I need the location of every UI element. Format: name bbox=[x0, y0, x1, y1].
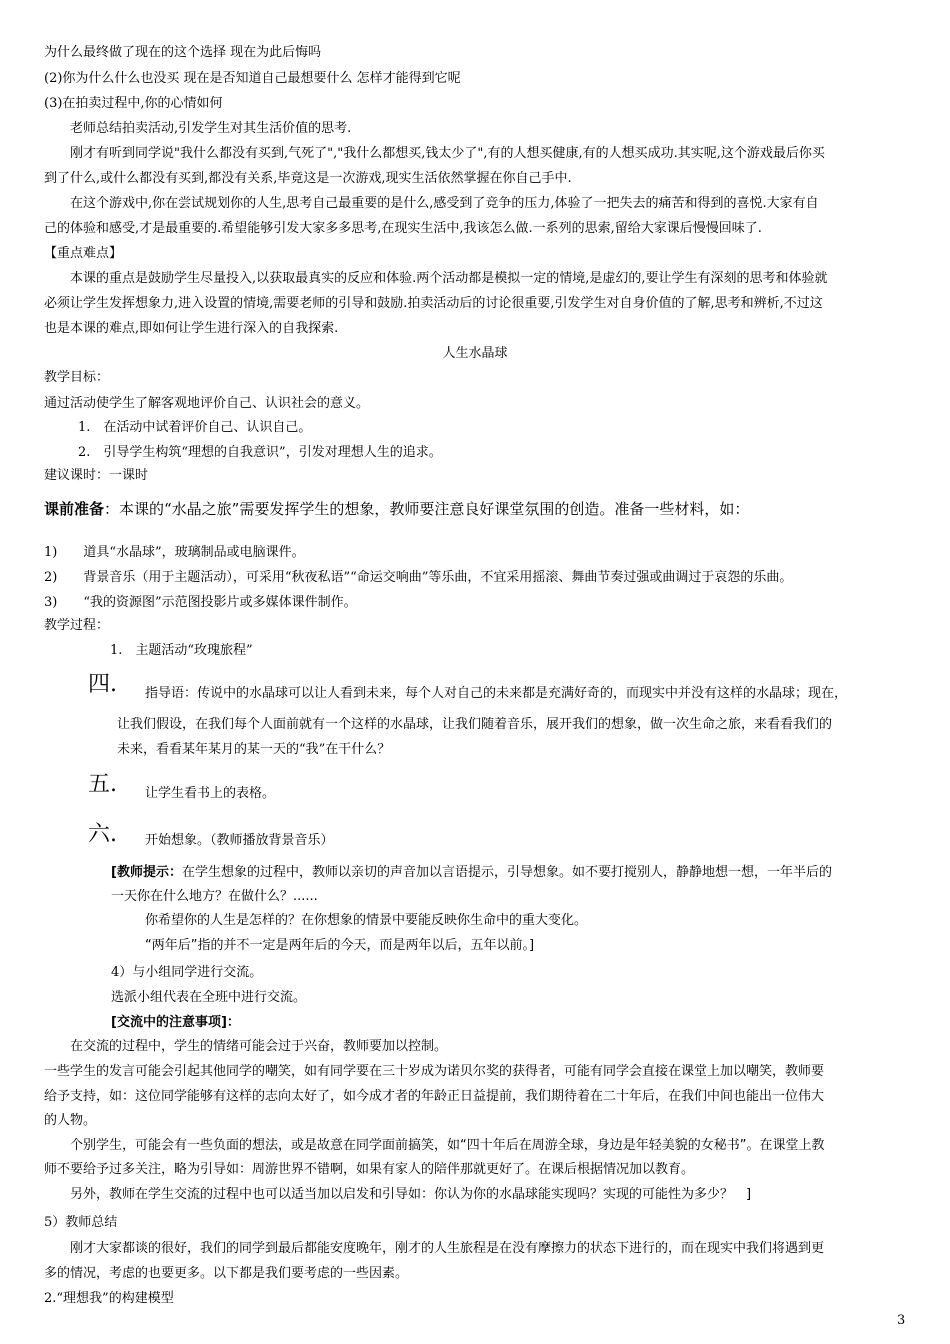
text-line: 5）教师总结 bbox=[44, 1215, 118, 1230]
text-line: 指导语：传说中的水晶球可以让人看到未来，每个人对自己的未来都是充满好奇的，而现实中并没有这样的水晶球；现在， bbox=[145, 686, 848, 701]
text-line: 老师总结拍卖活动,引发学生对其生活价值的思考. bbox=[70, 121, 352, 136]
text-line: 也是本课的难点,即如何让学生进行深入的自我探索. bbox=[44, 321, 339, 336]
text-line: 师不要给予过多关注，略为引导如：周游世界不错啊，如果有家人的陪伴那就更好了。在课后根据情况加以教育。 bbox=[44, 1162, 695, 1177]
text-line: 开始想象。（教师播放背景音乐） bbox=[145, 833, 334, 848]
text-line: 另外，教师在学生交流的过程中也可以适当加以启发和引导如：你认为你的水晶球能实现吗？实现的可能性为多少？ ] bbox=[70, 1187, 752, 1202]
text-line: 一天你在什么地方？在做什么？...... bbox=[111, 889, 318, 904]
text-line: 刚才有听到同学说"我什么都没有买到,气死了","我什么都想买,钱太少了",有的人想买健康,有的人想买成功.其实呢,这个游戏最后你买 bbox=[70, 146, 825, 161]
page-number: 3 bbox=[897, 1313, 906, 1328]
text-line: 4）与小组同学进行交流。 bbox=[111, 965, 263, 980]
lesson-title: 人生水晶球 bbox=[442, 346, 508, 361]
text-line: 选派小组代表在全班中进行交流。 bbox=[111, 990, 307, 1005]
label-class-hours: 建议课时：一课时 bbox=[44, 468, 149, 483]
text-line: 让学生看书上的表格。 bbox=[145, 786, 276, 801]
text-line: 未来，看看某年某月的某一天的“我”在干什么？ bbox=[117, 742, 391, 757]
label-exchange-notes: [交流中的注意事项]： bbox=[111, 1015, 240, 1030]
list-item: 1. 主题活动“玫瑰旅程” bbox=[110, 643, 253, 658]
text-line: 为什么最终做了现在的这个选择 现在为此后悔吗 bbox=[44, 45, 322, 60]
label-teacher-tip: [教师提示： bbox=[111, 865, 182, 880]
label-process: 教学过程： bbox=[44, 618, 110, 633]
prep-text: ：本课的“水晶之旅”需要发挥学生的想象，教师要注意良好课堂氛围的创造。准备一些材料，如： bbox=[104, 500, 750, 518]
chinese-numeral: 六. bbox=[88, 822, 117, 847]
text-line: (3)在拍卖过程中,你的心情如何 bbox=[44, 96, 223, 111]
chinese-numeral: 五. bbox=[88, 772, 117, 797]
text-line: 通过活动使学生了解客观地评价自己、认识社会的意义。 bbox=[44, 396, 370, 411]
text-line: 你希望你的人生是怎样的？在你想象的情景中要能反映你生命中的重大变化。 bbox=[145, 913, 588, 928]
chinese-numeral: 四. bbox=[88, 672, 117, 697]
text-line: 2.“理想我”的构建模型 bbox=[44, 1291, 174, 1306]
text-line: 本课的重点是鼓励学生尽量投入,以获取最真实的反应和体验.两个活动都是模拟一定的情境,是虚幻的,要让学生有深刻的思考和体验就 bbox=[70, 271, 828, 286]
text-line: 刚才大家都谈的很好，我们的同学到最后都能安度晚年，刚才的人生旅程是在没有摩擦力的状态下进行的，而在现实中我们将遇到更 bbox=[70, 1241, 825, 1256]
text-line: 让我们假设，在我们每个人面前就有一个这样的水晶球，让我们随着音乐，展开我们的想象，做一次生命之旅，来看看我们的 bbox=[117, 717, 833, 732]
label-goals: 教学目标： bbox=[44, 370, 110, 385]
teacher-tip-line bbox=[111, 864, 832, 882]
text-line: 给予支持，如：这位同学能够有这样的志向太好了，如今成才者的年龄正日益提前，我们期待着在二十年后，在我们中间也能出一位伟大 bbox=[44, 1089, 825, 1104]
text-line: 必须让学生发挥想象力,进入设置的情境,需要老师的引导和鼓励.拍卖活动后的讨论很重要,引发学生对自身价值的了解,思考和辨析,不过这 bbox=[44, 296, 823, 311]
text-line: 到了什么,或什么都没有买到,都没有关系,毕竟这是一次游戏,现实生活依然掌握在你自己手中. bbox=[44, 171, 572, 186]
list-item: 2. 引导学生构筑“理想的自我意识”，引发对理想人生的追求。 bbox=[78, 445, 442, 460]
text-line: 己的体验和感受,才是最重要的.希望能够引发大家多多思考,在现实生活中,我该怎么做.一系列的思索,留给大家课后慢慢回味了. bbox=[44, 221, 762, 236]
teacher-tip-text: 在学生想象的过程中，教师以亲切的声音加以言语提示，引导想象。如不要打搅别人，静静地想一想，一年半后的 bbox=[181, 865, 832, 880]
list-item: 1) 道具“水晶球”，玻璃制品或电脑课件。 bbox=[44, 545, 305, 560]
list-item: 2) 背景音乐（用于主题活动），可采用“秋夜私语”“命运交响曲”等乐曲，不宜采用摇滚、舞曲节奏过强或曲调过于哀怨的乐曲。 bbox=[44, 570, 793, 585]
list-item: 1. 在活动中试着评价自己、认识自己。 bbox=[78, 420, 312, 435]
text-line: (2)你为什么什么也没买 现在是否知道自己最想要什么 怎样才能得到它呢 bbox=[44, 71, 461, 86]
text-line: 在交流的过程中，学生的情绪可能会过于兴奋，教师要加以控制。 bbox=[70, 1039, 448, 1054]
text-line: 的人物。 bbox=[44, 1113, 97, 1128]
text-line: 个别学生，可能会有一些负面的想法，或是故意在同学面前搞笑，如“四十年后在周游全球，身边是年轻美貌的女秘书”。在课堂上教 bbox=[70, 1138, 825, 1153]
prep-line bbox=[44, 500, 749, 518]
list-item: 3) “我的资源图”示范图投影片或多媒体课件制作。 bbox=[44, 595, 357, 610]
text-line: 一些学生的发言可能会引起其他同学的嘲笑，如有同学要在三十岁成为诺贝尔奖的获得者，可能有同学会直接在课堂上加以嘲笑，教师要 bbox=[44, 1064, 825, 1079]
text-line: “两年后”指的并不一定是两年后的今天，而是两年以后，五年以前。] bbox=[145, 938, 535, 953]
text-line: 在这个游戏中,你在尝试规划你的人生,思考自己最重要的是什么,感受到了竞争的压力,体验了一把失去的痛苦和得到的喜悦.大家有自 bbox=[70, 196, 819, 211]
label-prep: 课前准备 bbox=[44, 500, 105, 518]
section-heading: 【重点难点】 bbox=[44, 246, 123, 261]
text-line: 多的情况，考虑的也要更多。以下都是我们要考虑的一些因素。 bbox=[44, 1266, 409, 1281]
